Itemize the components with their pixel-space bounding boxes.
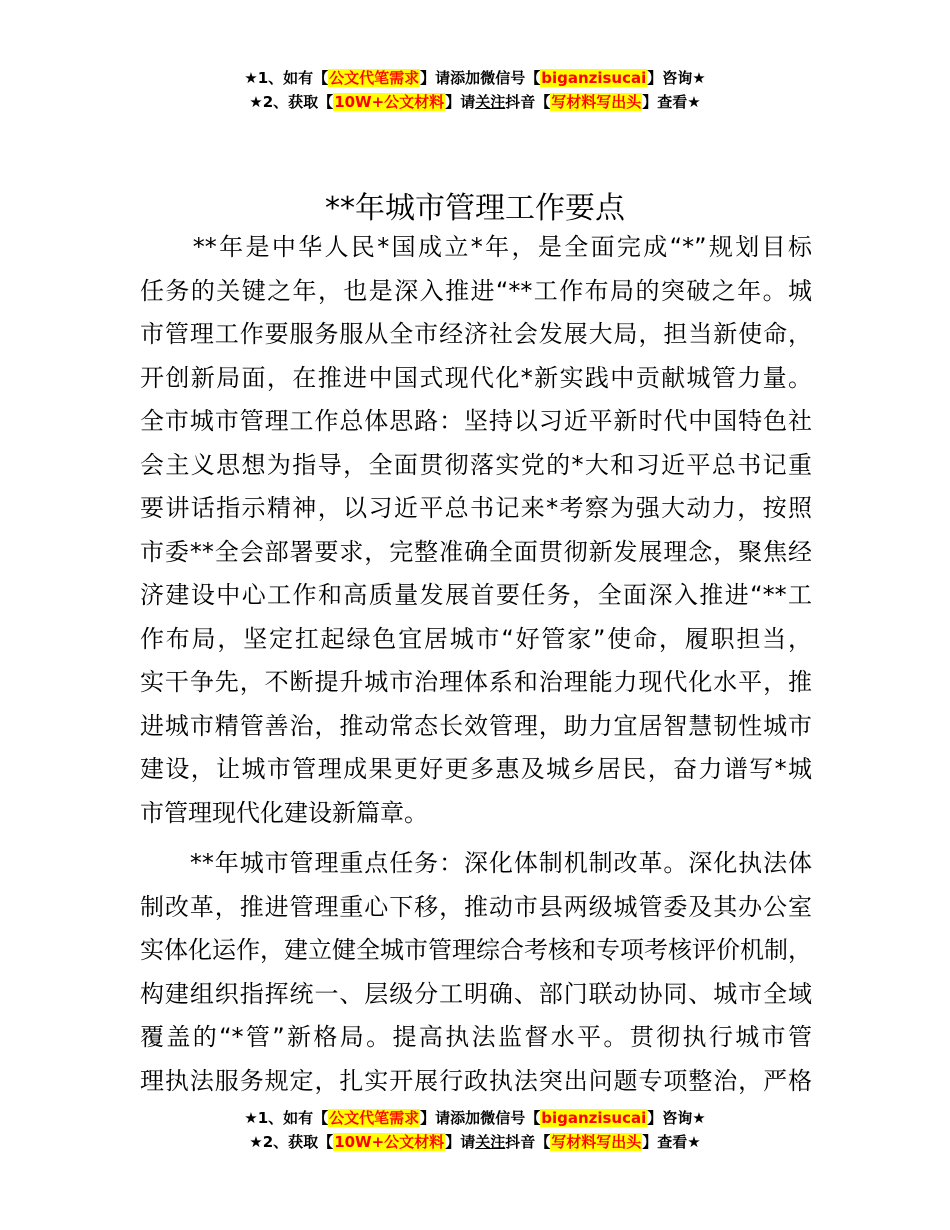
text-line: 覆盖的“*管”新格局。提高执法监督水平。贯彻执行城市管 <box>140 1023 812 1051</box>
text-line: 制改革，推进管理重心下移，推动市县两级城管委及其办公室 <box>140 892 812 921</box>
banner-highlight: 10W+公文材料 <box>334 1133 445 1151</box>
text-line: 市委**全会部署要求，完整准确全面贯彻新发展理念，聚焦经 <box>140 537 812 566</box>
banner-text: 】咨询★ <box>647 69 706 87</box>
banner-highlight-douyin: 写材料写出头 <box>551 1133 642 1151</box>
banner-highlight-wechat-id: biganzisucai <box>541 1109 647 1127</box>
banner-text: ★2、获取【 <box>249 93 334 111</box>
text-line: 实体化运作，建立健全城市管理综合考核和专项考核评价机制， <box>140 936 812 964</box>
banner-text: 】请 <box>445 93 476 111</box>
banner-line-1 <box>0 1106 950 1130</box>
banner-underlined-text: 关注 <box>475 1133 506 1151</box>
paragraph-1 <box>140 226 812 835</box>
banner-highlight: 10W+公文材料 <box>334 93 445 111</box>
text-line: 建设，让城市管理成果更好更多惠及城乡居民，奋力谱写*城 <box>140 755 812 783</box>
text-line: 济建设中心工作和高质量发展首要任务，全面深入推进“**工 <box>140 581 812 609</box>
banner-line-2 <box>0 1130 950 1154</box>
banner-underlined-text: 关注 <box>475 93 506 111</box>
text-line: 任务的关键之年，也是深入推进“**工作布局的突破之年。城 <box>140 276 812 305</box>
banner-text: 】请 <box>445 1133 476 1151</box>
banner-text: 】查看★ <box>642 93 701 111</box>
text-line: 开创新局面，在推进中国式现代化*新实践中贡献城管力量。 <box>140 363 812 392</box>
banner-text: 】请添加 <box>420 1109 481 1127</box>
document-title: **年城市管理工作要点 <box>325 191 625 227</box>
banner-text: 抖音【 <box>505 1133 551 1151</box>
banner-text: 】咨询★ <box>647 1109 706 1127</box>
text-line: 要讲话指示精神，以习近平总书记来*考察为强大动力，按照 <box>140 494 812 522</box>
banner-text: 微信号【 <box>480 69 541 87</box>
text-line: 作布局，坚定扛起绿色宜居城市“好管家”使命，履职担当， <box>140 624 812 653</box>
footer-banner <box>0 1106 950 1154</box>
text-line: 理执法服务规定，扎实开展行政执法突出问题专项整治，严格 <box>140 1066 812 1095</box>
banner-highlight-douyin: 写材料写出头 <box>551 93 642 111</box>
header-banner <box>0 66 950 114</box>
banner-text: 微信号【 <box>480 1109 541 1127</box>
text-line: **年是中华人民*国成立*年，是全面完成“*”规划目标 <box>140 233 812 261</box>
text-line: 会主义思想为指导，全面贯彻落实党的*大和习近平总书记重 <box>140 450 812 479</box>
banner-text: ★1、如有【 <box>244 1109 329 1127</box>
banner-text: 抖音【 <box>505 93 551 111</box>
text-line: 市管理工作要服务服从全市经济社会发展大局，担当新使命， <box>140 320 812 348</box>
banner-text: 】查看★ <box>642 1133 701 1151</box>
text-line: 全市城市管理工作总体思路：坚持以习近平新时代中国特色社 <box>140 407 812 435</box>
banner-highlight: 公文代笔需求 <box>329 69 420 87</box>
banner-highlight: 公文代笔需求 <box>329 1109 420 1127</box>
text-line: **年城市管理重点任务：深化体制机制改革。深化执法体 <box>140 849 812 877</box>
banner-text: ★2、获取【 <box>249 1133 334 1151</box>
text-line: 构建组织指挥统一、层级分工明确、部门联动协同、城市全域 <box>140 979 812 1008</box>
banner-text: 】请添加 <box>420 69 481 87</box>
text-line: 进城市精管善治，推动常态长效管理，助力宜居智慧韧性城市 <box>140 711 812 740</box>
banner-line-1 <box>0 66 950 90</box>
text-line: 实干争先，不断提升城市治理体系和治理能力现代化水平，推 <box>140 668 812 696</box>
banner-text: ★1、如有【 <box>244 69 329 87</box>
text-line: 市管理现代化建设新篇章。 <box>140 798 428 827</box>
paragraph-2 <box>140 842 812 1103</box>
banner-highlight-wechat-id: biganzisucai <box>541 69 647 87</box>
banner-line-2 <box>0 90 950 114</box>
